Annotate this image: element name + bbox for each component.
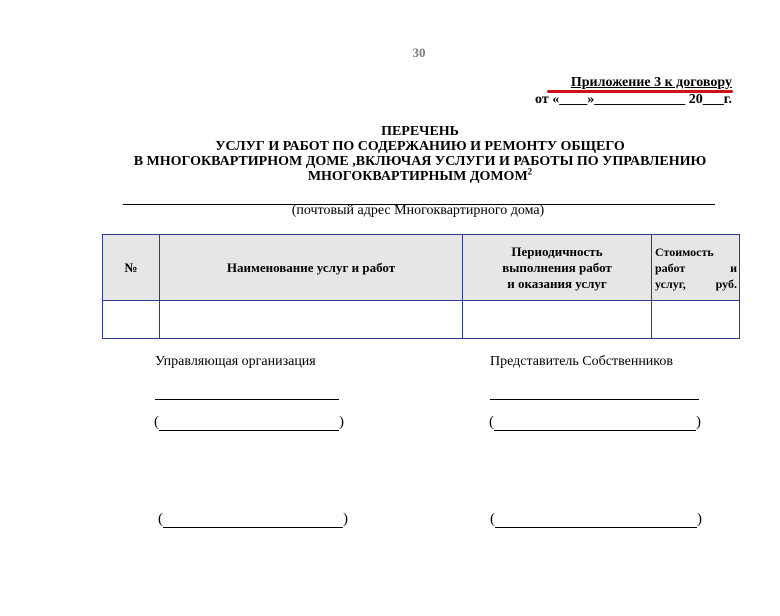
- title-line-4-text: МНОГОКВАРТИРНЫМ ДОМОМ: [307, 169, 528, 184]
- management-org-label: Управляющая организация: [155, 354, 316, 369]
- open-paren: (: [158, 511, 163, 527]
- header-cell-name: Наименование услуг и работ: [160, 235, 463, 301]
- title-line-3: В МНОГОКВАРТИРНОМ ДОМЕ ,ВКЛЮЧАЯ УСЛУГИ И РАБОТЫ ПО УПРАВЛЕНИЮ: [133, 154, 707, 169]
- services-table: [102, 234, 740, 339]
- contract-date-line: от «____»_____________ 20___г.: [535, 92, 732, 107]
- name-blank: [494, 418, 696, 431]
- table-cell-empty: [103, 301, 160, 339]
- open-paren: (: [154, 414, 159, 430]
- open-paren: (: [489, 414, 494, 430]
- document-title: [100, 124, 740, 184]
- name-blank: [495, 515, 697, 528]
- name-blank: [163, 515, 343, 528]
- table-cell-empty: [652, 301, 740, 339]
- name-blank: [159, 418, 339, 431]
- page-number: 30: [412, 45, 426, 60]
- periodicity-line-1: Периодичность: [511, 243, 603, 259]
- header-cell-number: №: [103, 235, 160, 301]
- periodicity-line-2: выполнения работ: [502, 259, 612, 275]
- close-paren: ): [343, 511, 348, 527]
- appendix-heading: Приложение 3 к договору: [570, 75, 732, 90]
- cost-line-1: Стоимость: [655, 244, 714, 259]
- title-line-2: УСЛУГ И РАБОТ ПО СОДЕРЖАНИЮ И РЕМОНТУ ОБЩЕГО: [215, 139, 625, 154]
- close-paren: ): [696, 414, 701, 430]
- table-cell-empty: [463, 301, 652, 339]
- owners-name-field-1: [489, 414, 701, 431]
- management-signature-line: [155, 399, 339, 400]
- header-cell-cost: [652, 235, 740, 301]
- cost-line-3: услуг, руб.: [655, 276, 737, 291]
- header-cell-periodicity: [463, 235, 652, 301]
- title-line-4: [100, 166, 740, 184]
- close-paren: ): [339, 414, 344, 430]
- address-caption: (почтовый адрес Многоквартирного дома): [291, 203, 545, 218]
- owners-name-field-2: [490, 511, 702, 528]
- owners-signature-line: [490, 399, 699, 400]
- close-paren: ): [697, 511, 702, 527]
- table-header-row: [103, 235, 740, 301]
- cost-line-2: работ и: [655, 260, 737, 275]
- owners-representative-label: Представитель Собственников: [490, 354, 673, 369]
- footnote-mark: 2: [527, 166, 533, 177]
- title-line-1: ПЕРЕЧЕНЬ: [381, 124, 459, 139]
- table-row: [103, 301, 740, 339]
- table-cell-empty: [160, 301, 463, 339]
- management-name-field-2: [158, 511, 348, 528]
- management-name-field-1: [154, 414, 344, 431]
- periodicity-line-3: и оказания услуг: [507, 275, 607, 291]
- open-paren: (: [490, 511, 495, 527]
